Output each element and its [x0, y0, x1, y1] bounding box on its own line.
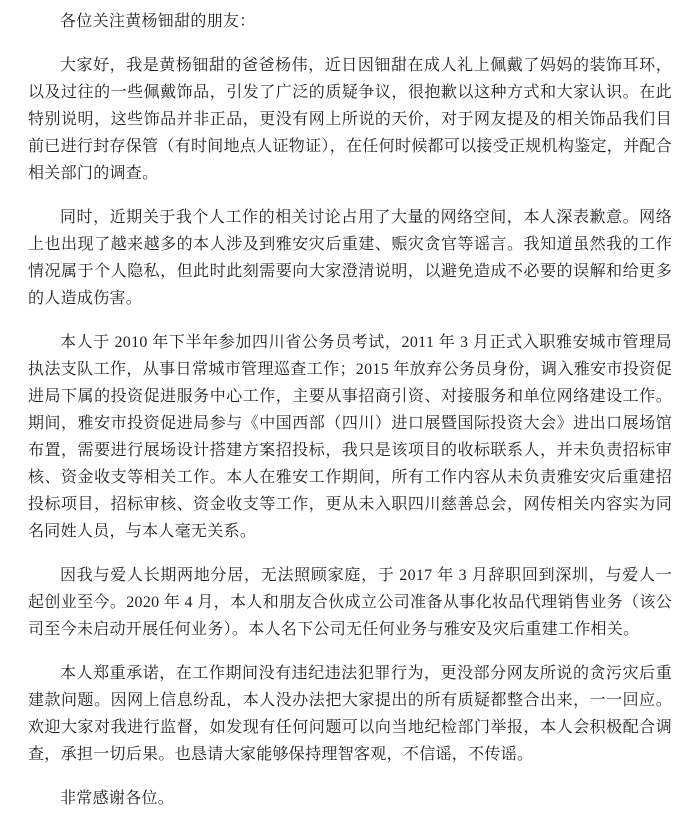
- paragraph-resignation: 因我与爱人长期两地分居，无法照顾家庭，于 2017 年 3 月辞职回到深圳，与爱人一起创业至今。2020 年 4 月，本人和朋友合伙成立公司准备从事化妆品代理销售业务（该公司至今未启动开展任何业务）。本人名下公司无任何业务与雅安及灾后重建工作相关。: [28, 567, 672, 638]
- paragraph-intro: 大家好，我是黄杨钿甜的爸爸杨伟，近日因钿甜在成人礼上佩戴了妈妈的装饰耳环，以及过往的一些佩戴饰品，引发了广泛的质疑争议，很抱歉以这种方式和大家认识。在此特别说明，这些饰品并非正品，更没有网上所说的天价，对于网友提及的相关饰品我们目前已进行封存保管（有时间地点人证物证），在任何时候都可以接受正规机构鉴定，并配合相关部门的调查。: [28, 57, 673, 182]
- salutation: 各位关注黄杨钿甜的朋友：: [60, 13, 256, 30]
- paragraph-work-history: 本人于 2010 年下半年参加四川省公务员考试，2011 年 3 月正式入职雅安城市管理局执法支队工作，从事日常城市管理巡查工作；2015 年放弃公务员身份，调入雅安市投资促进局下属的投资促进服务中心工作，主要从事招商引资、对接服务和单位网络建设工作。期间，雅安市投资促进局参与《中国西部（四川）进口展暨国际投资大会》进出口展场馆布置，需要进行展场设计搭建方案招投标，我只是该项目的收标联系人，并未负责招标审核、资金收支等相关工作。本人在雅安工作期间，所有工作内容从未负责雅安灾后重建招投标项目，招标审核、资金收支等工作，更从未入职四川慈善总会，网传相关内容实为同名同姓人员，与本人毫无关系。: [28, 334, 672, 540]
- paragraph-pledge: 本人郑重承诺，在工作期间没有违纪违法犯罪行为，更没部分网友所说的贪污灾后重建款问题。因网上信息纷乱，本人没办法把大家提出的所有质疑都整合出来，一一回应。欢迎大家对我进行监督，如发现有任何问题可以向当地纪检部门举报，本人会积极配合调查，承担一切后果。也恳请大家能够保持理智客观，不信谣，不传谣。: [28, 665, 672, 763]
- paragraph-apology: 同时，近期关于我个人工作的相关讨论占用了大量的网络空间，本人深表歉意。网络上也出现了越来越多的本人涉及到雅安灾后重建、赈灾贪官等谣言。我知道虽然我的工作情况属于个人隐私，但此时此刻需要向大家澄清说明，以避免造成不必要的误解和给更多的人造成伤害。: [28, 209, 672, 307]
- paragraph-thanks: 非常感谢各位。: [60, 790, 175, 807]
